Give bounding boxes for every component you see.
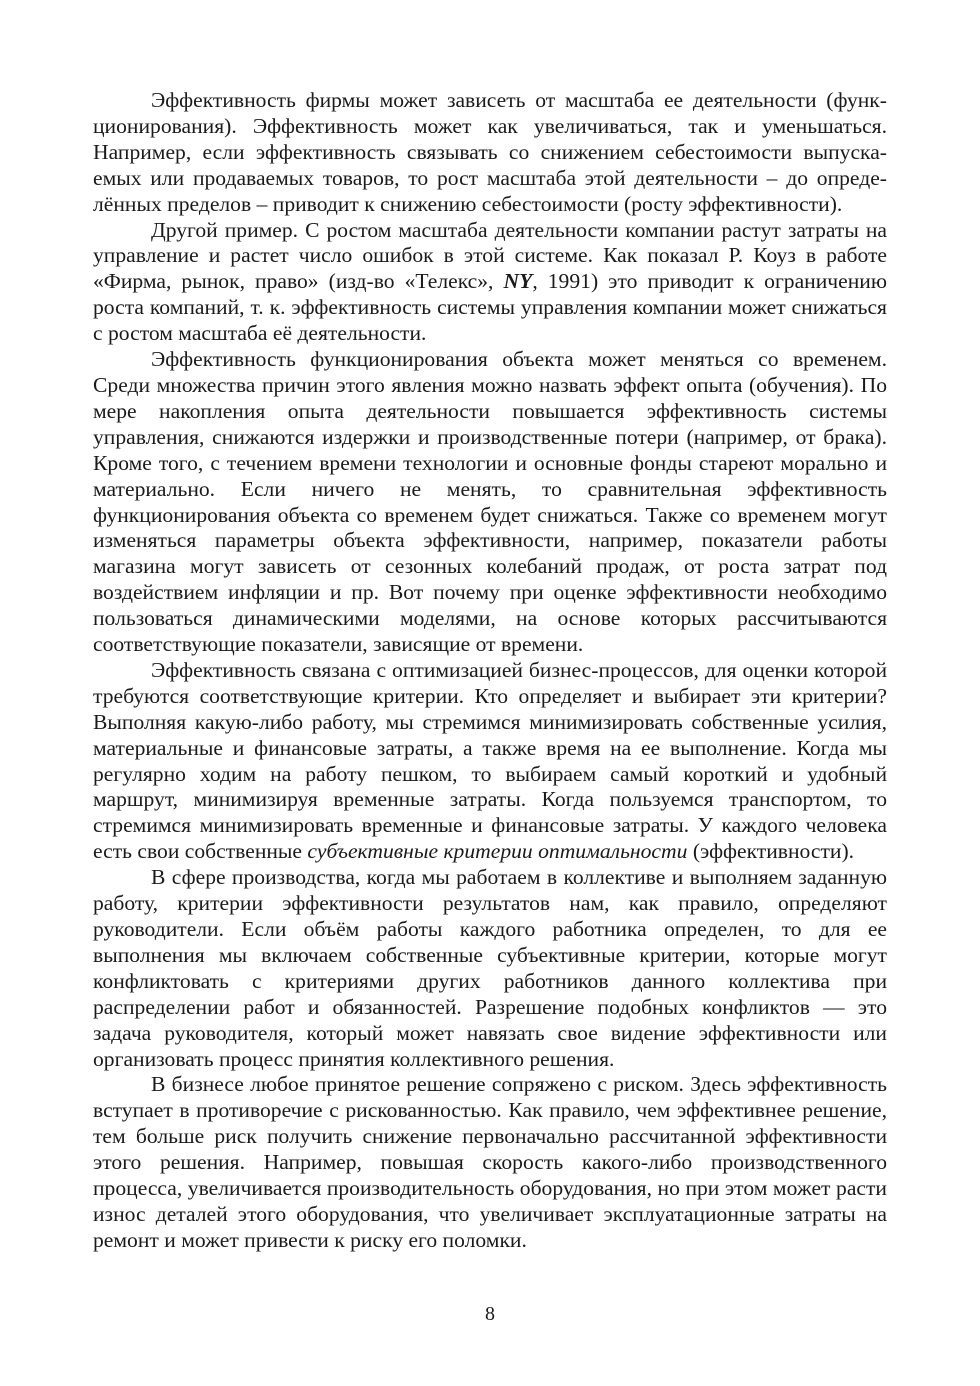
paragraph-6 bbox=[93, 1072, 887, 1253]
paragraph-4 bbox=[93, 658, 887, 865]
paragraph-3 bbox=[93, 347, 887, 658]
paragraph-4-text-a: Эффективность связана с оптимизацией бизнес-процессов, для оценки которой требуются соответствующие критерии. Кто определяет и выбирает эти критерии? Выполняя какую-либо работу, мы стремимся минимизировать собственные усилия, материальные и финансовые затраты, а также время на ее выполнение. Когда мы регулярно ходим на работу пешком, то выбираем самый короткий и удобный маршрут, минимизируя временные затраты. Когда пользуемся транспортом, то стремимся минимизировать временные и финансовые затраты. У каждого человека есть свои собственные bbox=[93, 657, 887, 864]
paragraph-4-italic-term: субъективные критерии оптимальности bbox=[307, 839, 688, 864]
page-number: 8 bbox=[485, 1303, 495, 1325]
paragraph-2-text-a: Другой пример. С ростом масштаба деятельности компании растут затраты на управление и растет число ошибок в этой системе. Как показал Р. Коуз в работе «Фирма, рынок, право» (изд-во «Телекс», bbox=[93, 217, 887, 294]
paragraph-2-text-b: , 1991) это приводит к ограничению роста компаний, т. к. эффективность системы управления компании может снижаться с ростом масштаба её деятельности. bbox=[93, 269, 887, 346]
paragraph-6-text: В бизнесе любое принятое решение сопряжено с риском. Здесь эффективность вступает в противоречие с рискованностью. Как правило, чем эффективнее решение, тем больше риск получить снижение первоначально рассчитанной эффективности этого решения. Например, повышая скорость какого-либо производственного процесса, увеличивается производительность оборудования, но при этом может расти износ деталей этого оборудования, что увеличивает эксплуатационные затраты на ремонт и может привести к риску его поломки. bbox=[93, 1072, 887, 1252]
paragraph-2-ny: NY bbox=[503, 269, 533, 294]
paragraph-3-text: Эффективность функционирования объекта может меняться со временем. Среди множества причин этого явления можно назвать эффект опыта (обучения). По мере накопления опыта деятельности повышается эффективность системы управления, снижаются издержки и производственные потери (например, от брака). Кроме того, с течением времени технологии и основные фонды стареют морально и материально. Если ничего не менять, то сравнительная эффективность функционирования объекта со временем будет снижаться. Также со временем могут изменяться параметры объекта эффективности, например, показатели работы магазина могут зависеть от сезонных колебаний продаж, от роста затрат под воздействием инфляции и пр. Вот почему при оценке эффективности необходимо пользоваться динамическими моделями, на основе которых рассчитываются соответствующие показатели, зависящие от времени. bbox=[93, 347, 887, 657]
paragraph-4-text-b: (эффективности). bbox=[687, 839, 855, 864]
paragraph-5-text: В сфере производства, когда мы работаем в коллективе и выполняем заданную работу, критерии эффективности результатов нам, как правило, определяют руководители. Если объём работы каждого работника определен, то для ее выполнения мы включаем собственные субъективные критерии, которые могут конфликтовать с критериями других работников данного коллектива при распределении работ и обязанностей. Разрешение подобных конфликтов — это задача руководителя, который может навязать свое видение эффективности или организовать процесс принятия коллективного решения. bbox=[93, 865, 887, 1071]
paragraph-1-text: Эффективность фирмы может зависеть от масштаба ее деятельности (функционирования). Эффективность может как увеличиваться, так и уменьшаться. Например, если эффективность связывать со снижением себестоимости выпускаемых или продаваемых товаров, то рост масштаба этой деятельности – до определённых пределов – приводит к снижению себестоимости (росту эффективности). bbox=[93, 88, 887, 216]
page-body bbox=[93, 88, 887, 1254]
paragraph-1 bbox=[93, 88, 887, 218]
paragraph-2 bbox=[93, 218, 887, 348]
paragraph-5 bbox=[93, 865, 887, 1072]
